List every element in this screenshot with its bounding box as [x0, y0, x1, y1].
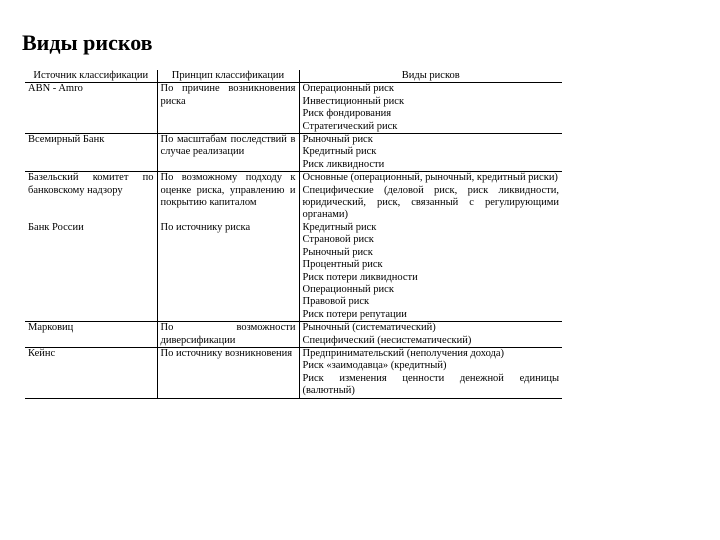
types-cell — [299, 222, 562, 322]
risk-type: Риск потери репутации — [302, 308, 407, 320]
risk-type: Рыночный риск — [302, 246, 373, 258]
risk-type: Риск фондирования — [302, 108, 392, 120]
principle-cell: По причине возникновения риска — [157, 83, 299, 134]
source-cell: Кейнс — [25, 347, 157, 398]
principle-cell: По масштабам последствий в случае реализации — [157, 134, 299, 172]
risk-type: Предпринимательский (неполучения дохода) — [302, 347, 505, 359]
risk-type: Риск потери ликвидности — [302, 271, 418, 283]
principle-cell: По возможности диверсификации — [157, 322, 299, 348]
risk-type: Специфические (деловой риск, риск ликвидности, юридический, риск, связанный с регулирующими органами) — [302, 184, 559, 221]
header-source: Источник классификации — [25, 70, 157, 83]
principle-cell: По возможному подходу к оценке риска, управлению и покрытию капиталом — [157, 172, 299, 222]
principle-cell: По источнику возникновения — [157, 347, 299, 398]
types-cell — [299, 347, 562, 398]
risk-type: Риск «заимодавца» (кредитный) — [302, 360, 447, 372]
risk-type: Операционный риск — [302, 283, 394, 295]
table-row — [25, 172, 562, 222]
page-title: Виды рисков — [22, 30, 153, 55]
types-cell — [299, 172, 562, 222]
table-row — [25, 347, 562, 398]
principle-cell: По источнику риска — [157, 222, 299, 322]
risk-type: Риск ликвидности — [302, 158, 385, 170]
types-cell — [299, 83, 562, 134]
source-cell: ABN - Amro — [25, 83, 157, 134]
risk-type: Кредитный риск — [302, 146, 377, 158]
risk-type: Инвестиционный риск — [302, 95, 405, 107]
table-row — [25, 134, 562, 172]
source-cell: Марковиц — [25, 322, 157, 348]
types-cell — [299, 134, 562, 172]
source-cell: Всемирный Банк — [25, 134, 157, 172]
source-cell: Базельский комитет по банковскому надзору — [25, 172, 157, 222]
risk-type: Специфический (несистематический) — [302, 334, 472, 346]
header-principle: Принцип классификации — [157, 70, 299, 83]
risk-type: Риск изменения ценности денежной единицы (валютный) — [302, 372, 559, 397]
risk-type: Стратегический риск — [302, 120, 398, 132]
risk-type: Операционный риск — [302, 83, 394, 95]
types-cell — [299, 322, 562, 348]
table-row — [25, 322, 562, 348]
table-row — [25, 83, 562, 134]
source-cell: Банк России — [28, 221, 84, 233]
risk-type: Страновой риск — [302, 234, 374, 246]
risk-type: Процентный риск — [302, 259, 383, 271]
risk-type: Основные (операционный, рыночный, кредитный риски) — [302, 172, 558, 184]
risk-type: Правовой риск — [302, 296, 370, 308]
risk-types-table — [25, 70, 562, 399]
risk-type: Рыночный риск — [302, 134, 373, 146]
table-header-row — [25, 70, 562, 83]
risk-type: Рыночный (систематический) — [302, 322, 436, 334]
risk-type: Кредитный риск — [302, 221, 377, 233]
table-row — [25, 222, 562, 322]
header-types: Виды рисков — [299, 70, 562, 83]
